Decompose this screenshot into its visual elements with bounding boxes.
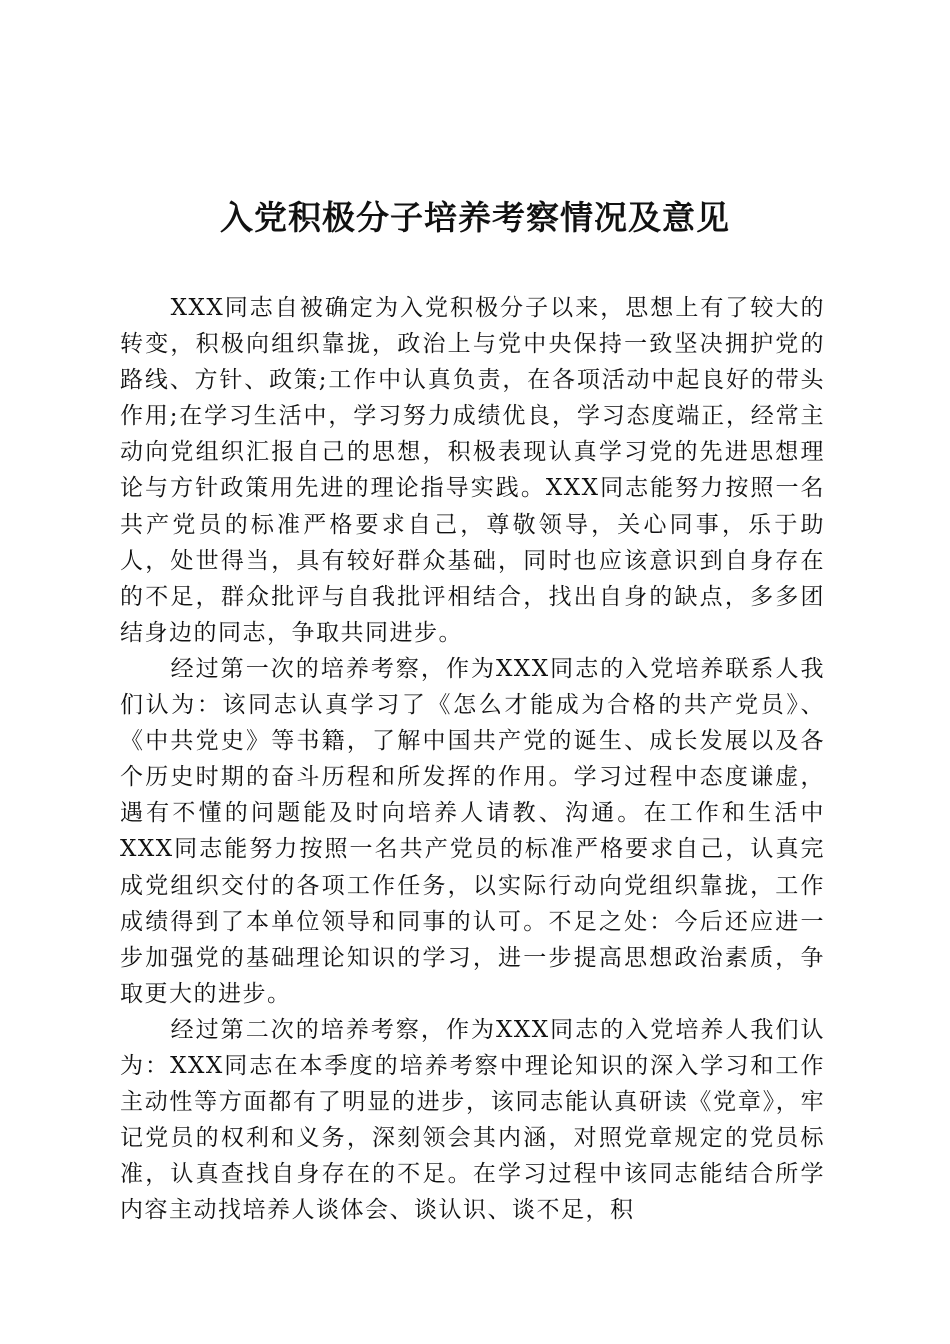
paragraph-3: 经过第二次的培养考察，作为XXX同志的入党培养人我们认为：XXX同志在本季度的培养考察中理论知识的深入学习和工作主动性等方面都有了明显的进步，该同志能认真研读《党章》，牢记党员的权利和义务，深刻领会其内涵，对照党章规定的党员标准，认真查找自身存在的不足。在学习过程中该同志能结合所学内容主动找培养人谈体会、谈认识、谈不足，积 — [120, 1016, 825, 1224]
paragraph-1: XXX同志自被确定为入党积极分子以来，思想上有了较大的转变，积极向组织靠拢，政治上与党中央保持一致坚决拥护党的路线、方针、政策;工作中认真负责，在各项活动中起良好的带头作用;在学习生活中，学习努力成绩优良，学习态度端正，经常主动向党组织汇报自己的思想，积极表现认真学习党的先进思想理论与方针政策用先进的理论指导实践。XXX同志能努力按照一名共产党员的标准严格要求自己，尊敬领导，关心同事，乐于助人，处世得当，具有较好群众基础，同时也应该意识到自身存在的不足，群众批评与自我批评相结合，找出自身的缺点，多多团结身边的同志，争取共同进步。 — [120, 295, 825, 646]
document-title: 入党积极分子培养考察情况及意见 — [220, 198, 730, 237]
document-body — [120, 290, 825, 1228]
paragraph-2: 经过第一次的培养考察，作为XXX同志的入党培养联系人我们认为：该同志认真学习了《怎么才能成为合格的共产党员》、《中共党史》等书籍，了解中国共产党的诞生、成长发展以及各个历史时期的奋斗历程和所发挥的作用。学习过程中态度谦虚，遇有不懂的问题能及时向培养人请教、沟通。在工作和生活中XXX同志能努力按照一名共产党员的标准严格要求自己，认真完成党组织交付的各项工作任务，以实际行动向党组织靠拢，工作成绩得到了本单位领导和同事的认可。不足之处：今后还应进一步加强党的基础理论知识的学习，进一步提高思想政治素质，争取更大的进步。 — [120, 655, 825, 1007]
